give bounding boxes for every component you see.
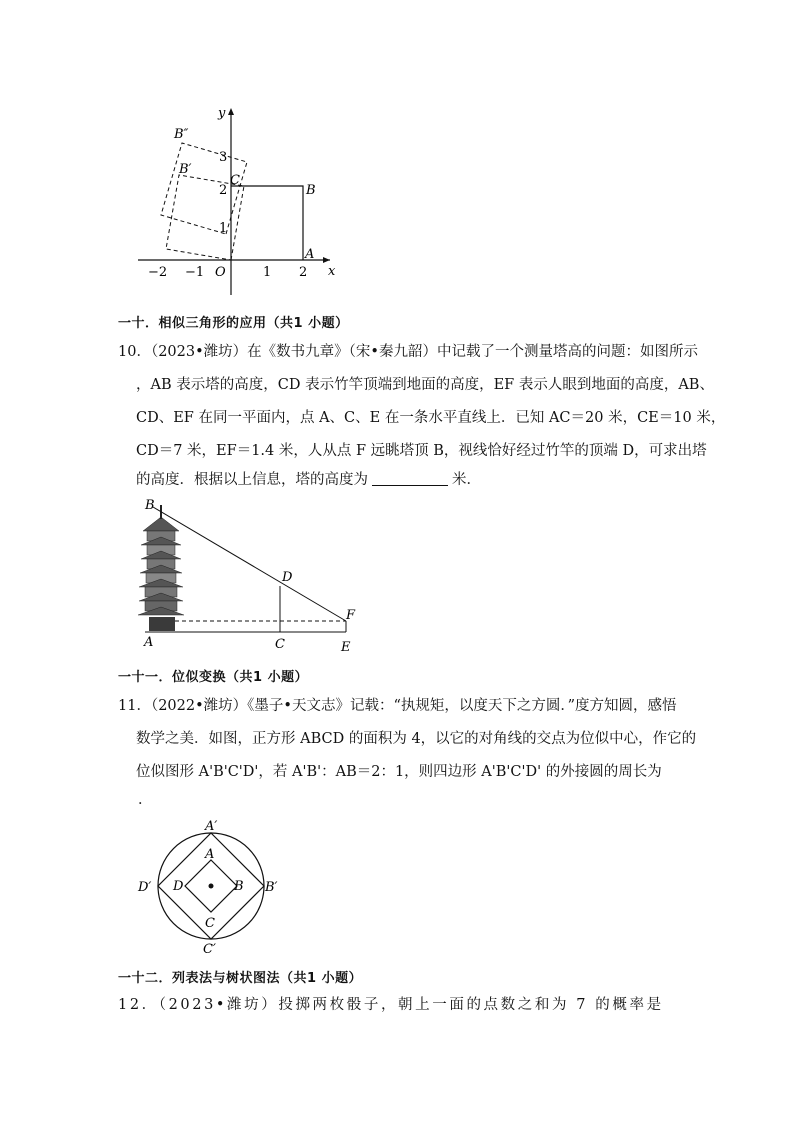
origin-label: O xyxy=(215,265,226,280)
y-tick-label: 2 xyxy=(219,183,228,198)
q10-line-5 xyxy=(136,471,481,488)
label-d: D xyxy=(173,879,184,894)
label-e: E xyxy=(341,640,351,655)
section-title-12: 一十二．列表法与树状图法（共1 小题） xyxy=(118,971,363,986)
x-axis-arrow-icon xyxy=(323,257,330,263)
q10-line-5-unit: 米． xyxy=(452,472,481,488)
coordinate-figure xyxy=(130,100,350,300)
y-tick-label: 1 xyxy=(219,221,228,236)
q11-line-3: 位似图形 A'B'C'D'，若 A'B'：AB＝2：1，则四边形 A'B'C'D' 的外接圆的周长为 xyxy=(136,764,662,780)
q11-line-1: 11．（2022•潍坊）《墨子•天文志》记载：“执规矩，以度天下之方圆．”度方知圆，感悟 xyxy=(118,698,677,714)
label-f: F xyxy=(346,608,356,623)
x-tick-label: −2 xyxy=(148,265,168,280)
q12-line-1: 12．（2023•潍坊）投掷两枚骰子，朝上一面的点数之和为 7 的概率是 xyxy=(118,997,664,1013)
x-axis-label: x xyxy=(328,264,336,279)
point-label-b-prime: B′ xyxy=(179,162,192,177)
x-tick-label: 2 xyxy=(299,265,308,280)
label-c: C xyxy=(205,916,215,931)
point-label-b-double-prime: B″ xyxy=(174,127,189,142)
similar-squares-figure xyxy=(133,815,293,960)
q10-line-5-text: 的高度．根据以上信息，塔的高度为 xyxy=(136,472,368,488)
y-axis-label: y xyxy=(218,106,226,121)
q10-line-2: ，AB 表示塔的高度，CD 表示竹竿顶端到地面的高度，EF 表示人眼到地面的高度，AB、 xyxy=(136,377,714,393)
point-label-b: B xyxy=(306,183,316,198)
q10-line-4: CD＝7 米，EF＝1.4 米，人从点 F 远眺塔顶 B，视线恰好经过竹竿的顶端 D，可求出塔 xyxy=(136,443,707,459)
label-d-prime: D′ xyxy=(138,880,152,895)
q10-line-1: 10．（2023•潍坊）在《数书九章》（宋•秦九韶）中记载了一个测量塔高的问题：如图所示 xyxy=(118,344,698,360)
x-tick-label: 1 xyxy=(263,265,272,280)
section-title-10: 一十．相似三角形的应用（共1 小题） xyxy=(118,316,349,331)
label-a-prime: A′ xyxy=(205,819,218,834)
point-label-c: C xyxy=(230,173,240,188)
q11-line-4: ． xyxy=(138,792,153,808)
pagoda-icon xyxy=(138,505,184,631)
label-b: B xyxy=(145,498,155,513)
q10-line-3: CD、EF 在同一平面内，点 A、C、E 在一条水平直线上．已知 AC＝20 米，CE＝10 米， xyxy=(136,410,726,426)
label-c-prime: C′ xyxy=(203,942,216,957)
dashed-rectangle-outer xyxy=(161,143,247,234)
y-tick-label: 3 xyxy=(219,150,228,165)
section-title-11: 一十一．位似变换（共1 小题） xyxy=(118,670,309,685)
label-b-prime: B′ xyxy=(265,880,278,895)
center-point xyxy=(209,884,214,889)
label-c: C xyxy=(275,637,285,652)
tower-figure xyxy=(135,495,365,655)
label-d: D xyxy=(282,570,293,585)
point-label-a: A xyxy=(305,247,315,262)
x-tick-label: −1 xyxy=(185,265,205,280)
label-a: A xyxy=(144,635,154,650)
answer-blank[interactable] xyxy=(372,471,448,486)
label-a: A xyxy=(205,847,215,862)
y-axis-arrow-icon xyxy=(228,108,234,115)
q11-line-2: 数学之美．如图，正方形 ABCD 的面积为 4，以它的对角线的交点为位似中心，作它的 xyxy=(136,731,697,747)
label-b: B xyxy=(234,879,244,894)
sightline-bf xyxy=(153,507,346,621)
